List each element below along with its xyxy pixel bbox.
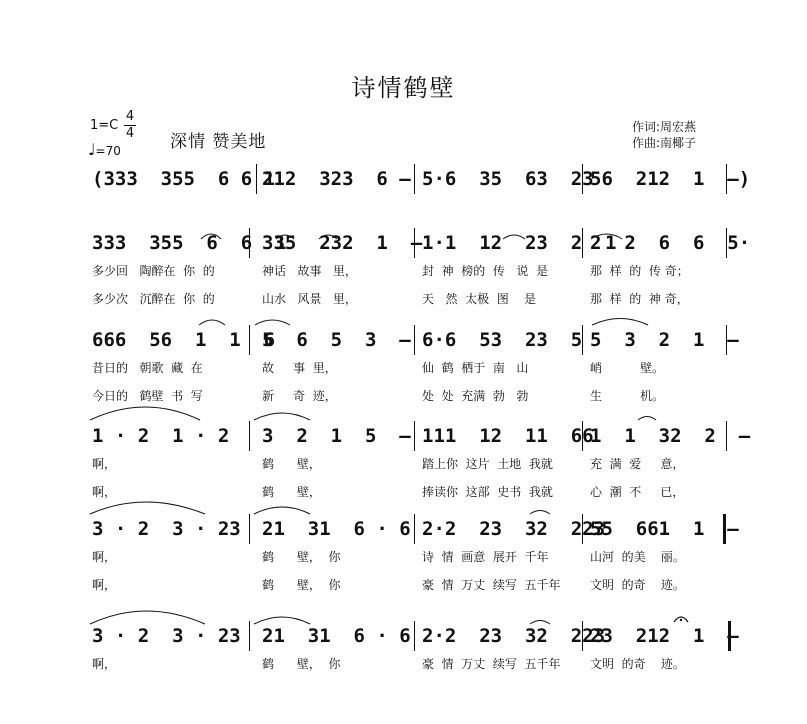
lyric-line: 山水 风景 里， — [262, 292, 357, 306]
lyric-line: 多少次 沉醉在 你 的 — [92, 292, 215, 306]
measure-notes: 335 232 1 – — [262, 232, 423, 254]
barline — [414, 421, 415, 451]
barline — [726, 421, 727, 451]
measure-notes: 333 355 6 6 1 — [92, 232, 287, 254]
barline — [728, 621, 731, 651]
slur — [530, 511, 550, 515]
lyric-line: 豪 情 万丈 续写 五千年 — [422, 578, 561, 592]
lyric-line: 天 然 太极 图 是 — [422, 292, 536, 306]
barline — [582, 421, 583, 451]
barline — [249, 325, 250, 355]
measure-notes: (333 355 6 6 1 — [92, 168, 276, 190]
lyric-line: 文明 的奇 迹。 — [590, 578, 685, 592]
barline — [414, 514, 415, 544]
barline — [582, 621, 583, 651]
lyric-line: 充 满 爱 意， — [590, 457, 685, 471]
barline — [256, 164, 257, 194]
measure-notes: 2·2 23 32 223 — [422, 518, 606, 540]
measure-notes: 5 6 5 3 – — [262, 329, 411, 351]
lyric-line: 那 样 的 传 奇； — [590, 264, 689, 278]
slur — [90, 502, 205, 514]
quarter-note-icon: ♩ — [88, 140, 96, 159]
measure-notes: 1·1 12 23 2 1 — [422, 232, 617, 254]
lyric-line: 啊， — [92, 657, 117, 671]
lyric-line: 仙 鹤 栖于 南 山 — [422, 361, 529, 375]
slur — [254, 617, 310, 624]
lyricist-credit: 作词:周宏燕 — [632, 120, 697, 134]
barline — [582, 514, 583, 544]
measure-notes: 55 661 1 – — [590, 518, 739, 540]
barline — [582, 164, 583, 194]
lyric-line: 昔日的 朝歌 藏 在 — [92, 361, 203, 375]
barline — [726, 325, 727, 355]
measure-notes: 3 · 2 3 · 23 — [92, 625, 241, 647]
measure-notes: 21 31 6 · 6 — [262, 518, 411, 540]
lyric-line: 鹤 壁， 你 — [262, 657, 341, 671]
measure-notes: 3 · 2 3 · 23 — [92, 518, 241, 540]
barline — [726, 228, 727, 258]
slur — [638, 417, 656, 421]
slur — [255, 320, 290, 325]
slur — [254, 507, 310, 514]
measure-notes: 56 212 1 –) — [590, 168, 751, 190]
lyric-line: 峭 壁。 — [590, 361, 665, 375]
measure-notes: 2·2 23 32 223 — [422, 625, 606, 647]
lyric-line: 啊， — [92, 550, 117, 564]
lyric-line: 豪 情 万丈 续写 五千年 — [422, 657, 561, 671]
barline — [582, 325, 583, 355]
measure-notes: 111 12 11 66 — [422, 425, 594, 447]
slur — [254, 413, 310, 420]
barline — [414, 621, 415, 651]
barline — [414, 164, 415, 194]
barline — [249, 514, 250, 544]
fermata-icon — [674, 617, 688, 622]
expression-marking: 深情 赞美地 — [170, 132, 267, 152]
measure-notes: 21 31 6 · 6 — [262, 625, 411, 647]
lyric-line: 故 事 里， — [262, 361, 337, 375]
lyric-line: 鹤 壁， 你 — [262, 578, 341, 592]
lyric-line: 生 机。 — [590, 389, 665, 403]
measure-notes: 1 · 2 1 · 2 — [92, 425, 230, 447]
measure-notes: 23 212 1 – — [590, 625, 739, 647]
measure-notes: 5 3 2 1 – — [590, 329, 739, 351]
barline — [723, 514, 726, 544]
barline — [249, 621, 250, 651]
lyric-line: 处 处 充满 勃 勃 — [422, 389, 529, 403]
lyric-line: 文明 的奇 迹。 — [590, 657, 685, 671]
lyric-line: 新 奇 迹， — [262, 389, 337, 403]
time-signature — [124, 110, 136, 141]
tempo-marking — [88, 140, 121, 159]
lyric-line: 捧读你 这部 史书 我就 — [422, 485, 553, 499]
slur — [530, 621, 550, 625]
slur — [199, 320, 225, 325]
fermata-dot — [680, 619, 682, 621]
lyric-line: 多少回 陶醉在 你 的 — [92, 264, 215, 278]
lyric-line: 神话 故事 里， — [262, 264, 357, 278]
time-signature-top: 4 — [125, 109, 135, 124]
measure-notes: 5·6 35 63 23 — [422, 168, 594, 190]
lyric-line: 那 样 的 神 奇， — [590, 292, 689, 306]
time-signature-bottom: 4 — [125, 126, 135, 141]
lyric-line: 鹤 壁， — [262, 485, 321, 499]
slur — [592, 319, 648, 326]
barline — [582, 228, 583, 258]
barline — [414, 228, 415, 258]
barline — [414, 325, 415, 355]
lyric-line: 诗 情 画意 展开 千年 — [422, 550, 549, 564]
lyric-line: 鹤 壁， 你 — [262, 550, 341, 564]
lyric-line: 啊， — [92, 485, 117, 499]
lyric-line: 啊， — [92, 578, 117, 592]
composer-credit: 作曲:南椰子 — [632, 136, 697, 150]
barline — [249, 421, 250, 451]
lyric-line: 山河 的美 丽。 — [590, 550, 685, 564]
lyric-line: 今日的 鹤壁 书 写 — [92, 389, 203, 403]
barline — [726, 164, 727, 194]
lyric-line: 封 神 榜的 传 说 是 — [422, 264, 548, 278]
measure-notes: 6·6 53 23 5 — [422, 329, 583, 351]
key-signature: 1=C — [90, 118, 119, 133]
measure-notes: 666 56 1 1 6 — [92, 329, 276, 351]
song-title: 诗情鹤壁 — [351, 74, 456, 102]
measure-notes: 1 1 32 2 – — [590, 425, 751, 447]
measure-notes: 212 323 6 – — [262, 168, 411, 190]
measure-notes: 2 2 6 6 5· — [590, 232, 751, 254]
lyric-line: 鹤 壁， — [262, 457, 321, 471]
tempo-value: =70 — [95, 144, 121, 158]
barline — [249, 228, 250, 258]
lyric-line: 踏上你 这片 土地 我就 — [422, 457, 553, 471]
slur — [90, 611, 205, 624]
lyric-line: 啊， — [92, 457, 117, 471]
slur — [90, 407, 200, 420]
measure-notes: 3 2 1 5 – — [262, 425, 411, 447]
lyric-line: 心 潮 不 已， — [590, 485, 685, 499]
